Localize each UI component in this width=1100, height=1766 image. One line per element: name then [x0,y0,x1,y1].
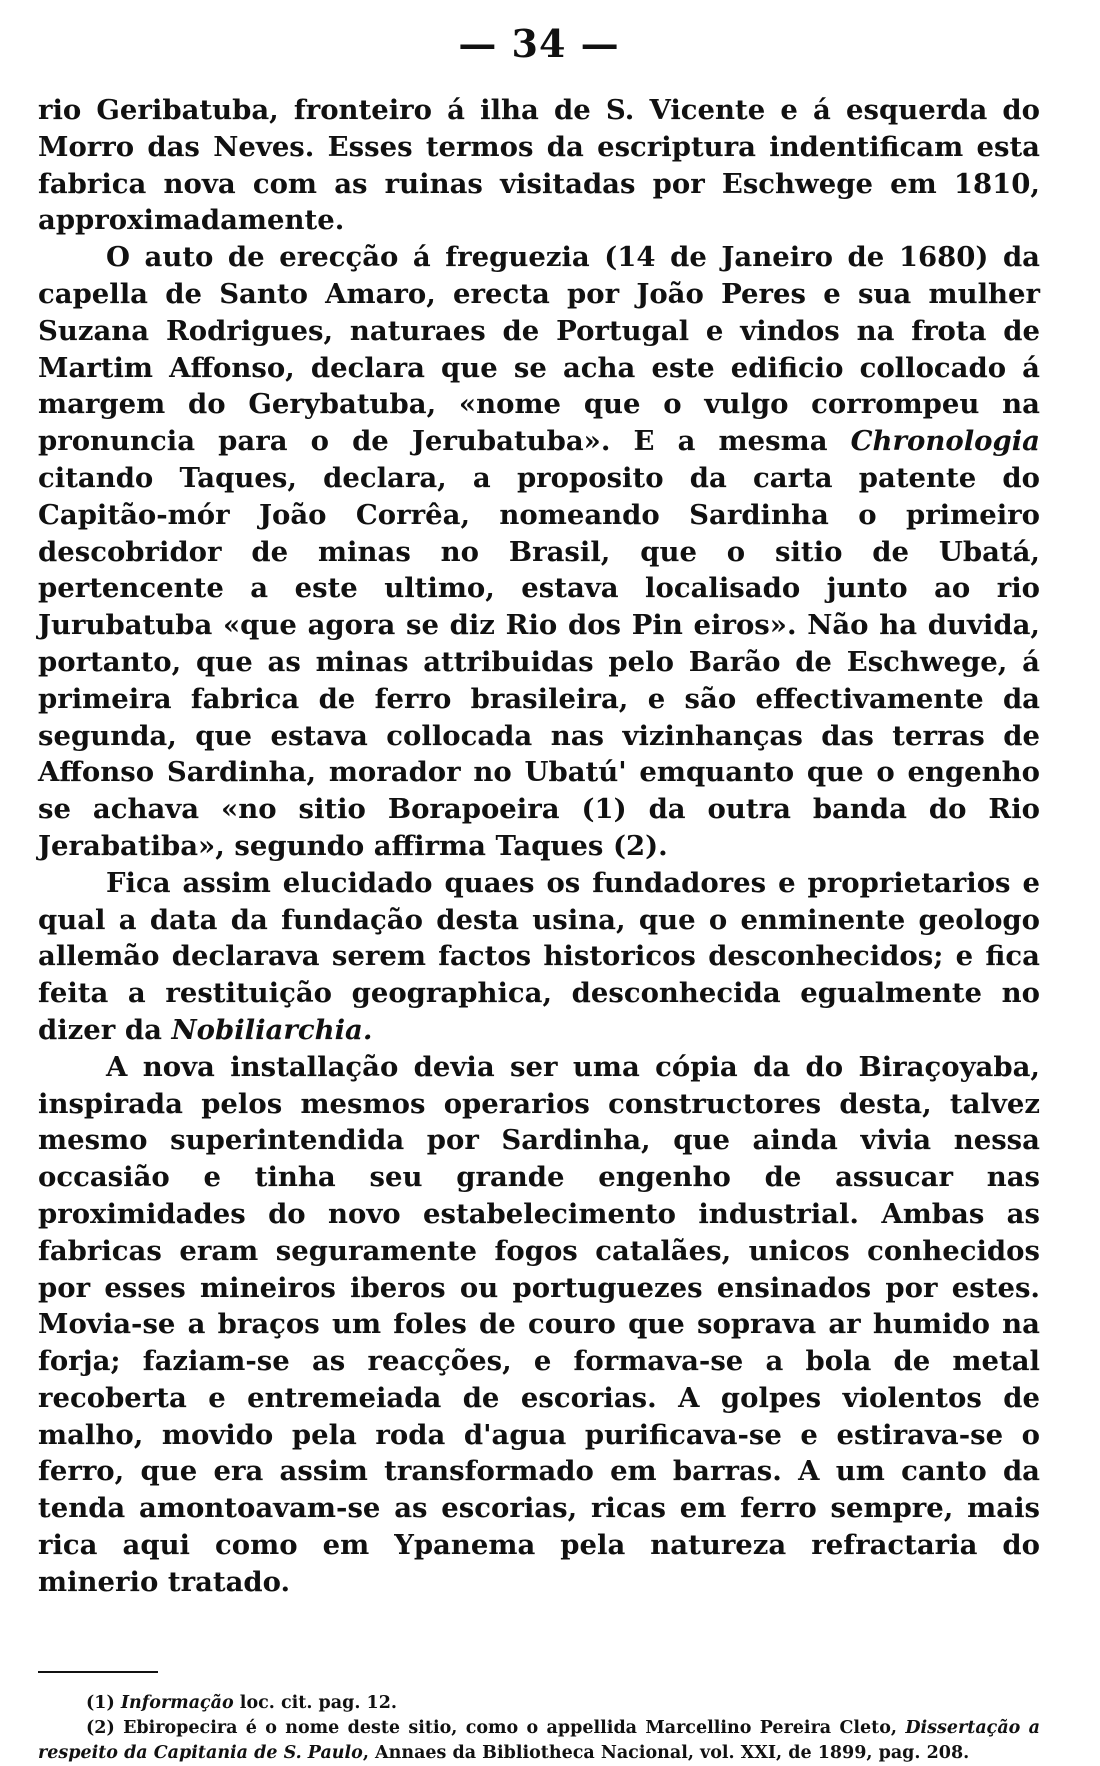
footnote-text: loc. cit. pag. 12. [233,1692,397,1713]
paragraph-text: Fica assim elucidado quaes os fundadores e proprietarios e qual a data da fundação desta usina, que o enminente geologo allemão declarava serem factos historicos desconhecidos; e fica feita a restituição geographica, desconhecida egualmente no dizer da [38,866,1040,1046]
paragraph-text: rio Geribatuba, fronteiro á ilha de S. Vicente e á esquerda do Morro das Neves. Esses termos da escriptura indentificam esta fabrica nova com as ruinas visitadas por Eschwege em 1810, approximadamente. [38,94,1040,237]
italic-title-nobiliarchia: Nobiliarchia. [171,1013,373,1046]
footnotes [38,1691,1040,1766]
footnote-1 [38,1691,1040,1716]
footnote-2 [38,1716,1040,1766]
paragraph-text: A nova installação devia ser uma cópia da do Biraçoyaba, inspirada pelos mesmos operarios constructores desta, talvez mesmo superintendida por Sardinha, que ainda vivia nessa occasião e tinha seu grande engenho de assucar nas proximidades do novo estabelecimento industrial. Ambas as fabricas eram seguramente fogos catalães, unicos conhecidos por esses mineiros iberos ou portuguezes ensinados por estes. Movia-se a braços um foles de couro que soprava ar humido na forja; faziam-se as reacções, e formava-se a bola de metal recoberta e entremeiada de escorias. A golpes violentos de malho, movido pela roda d'agua purificava-se e estirava-se o ferro, que era assim transformado em barras. A um canto da tenda amontoavam-se as escorias, ricas em ferro sempre, mais rica aqui como em Ypanema pela natureza refractaria do minerio tratado. [38,1050,1040,1598]
italic-title-informacao: Informação [120,1692,234,1713]
paragraph-2 [38,239,1040,865]
footnote-text: (2) Ebiropecira é o nome deste sitio, como o appellida Marcellino Pereira Cleto, [86,1717,906,1738]
book-page [38,18,1041,1763]
footnote-divider [38,1671,158,1673]
page-number: — 34 — [458,21,620,66]
paragraph-text: citando Taques, declara, a proposito da carta patente do Capitão-mór João Corrêa, nomeando Sardinha o primeiro descobridor de minas no Brasil, que o sitio de Ubatá, pertencente a este ultimo, estava localisado junto ao rio Jurubatuba «que agora se diz Rio dos Pin eiros». Não ha duvida, portanto, que as minas attribuidas pelo Barão de Eschwege, á primeira fabrica de ferro brasileira, e são effectivamente da segunda, que estava collocada nas vizinhanças das terras de Affonso Sardinha, morador no Ubatú' emquanto que o engenho se achava «no sitio Borapoeira (1) da outra banda do Rio Jerabatiba», segundo affirma Taques (2). [38,461,1040,862]
body-text [38,92,1040,1601]
footnote-text: , Annaes da Bibliotheca Nacional, vol. XXI, de 1899, pag. 208. [362,1742,970,1763]
paragraph-text: O auto de erecção á freguezia (14 de Janeiro de 1680) da capella de Santo Amaro, erecta por João Peres e sua mulher Suzana Rodrigues, naturaes de Portugal e vindos na frota de Martim Affonso, declara que se acha este edificio collocado á margem do Gerybatuba, «nome que o vulgo corrompeu na pronuncia para o de Jerubatuba». E a mesma [38,241,1040,458]
italic-title-dissertacao: Dissertação a respeito da Capitania de S. Paulo [38,1717,1041,1763]
footnote-text: (1) [86,1692,121,1713]
paragraph-4 [38,1049,1040,1601]
italic-title-chronologia: Chronologia [850,425,1040,458]
paragraph-1 [38,92,1040,239]
paragraph-3 [38,865,1040,1049]
